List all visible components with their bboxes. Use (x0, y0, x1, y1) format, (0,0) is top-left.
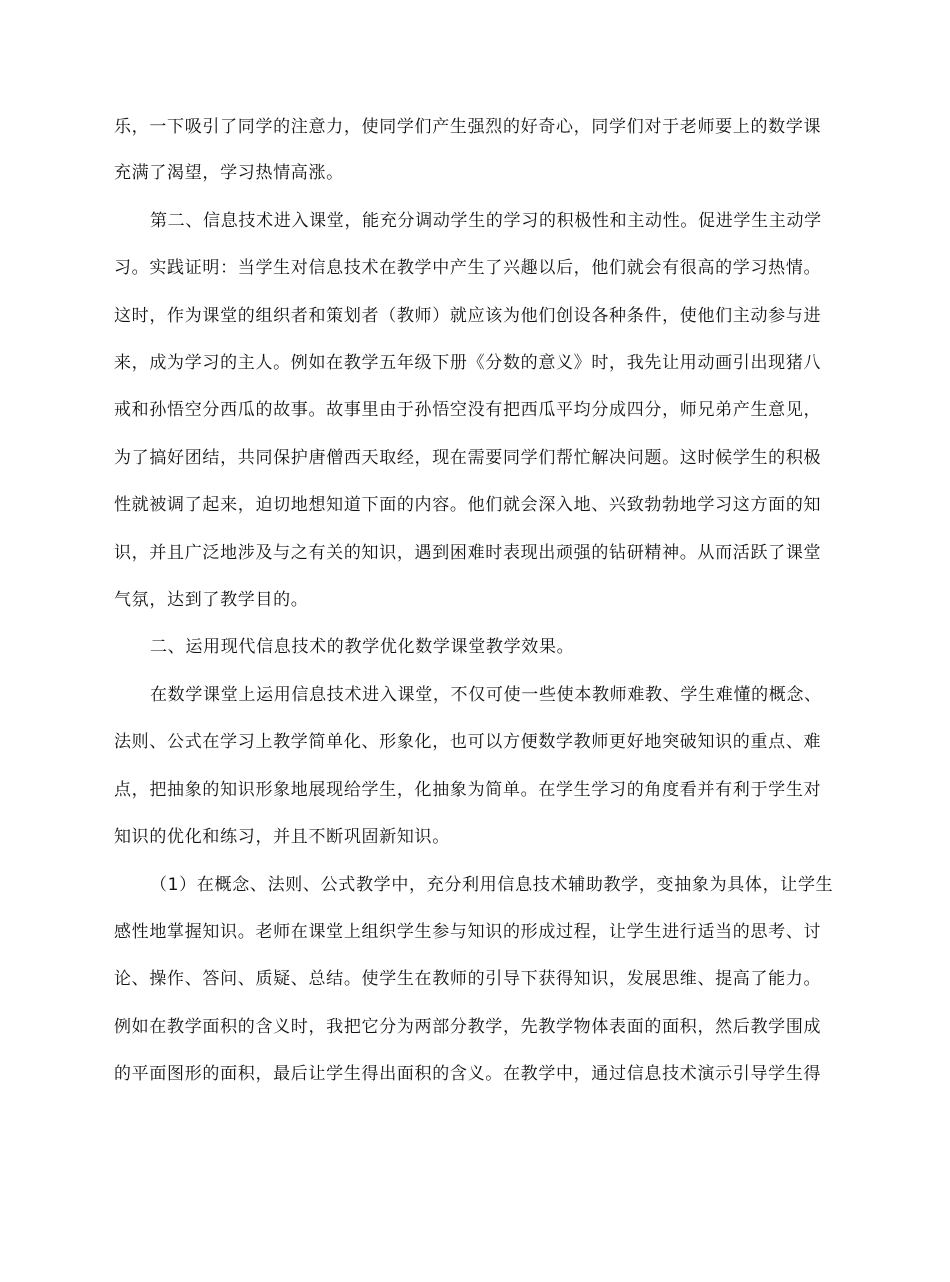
text-line: 识，并且广泛地涉及与之有关的知识，遇到困难时表现出顽强的钻研精神。从而活跃了课堂 (114, 543, 822, 563)
text-line: 性就被调了起来，迫切地想知道下面的内容。他们就会深入地、兴致勃勃地学习这方面的知 (114, 495, 822, 515)
text-line: 习。实践证明：当学生对信息技术在教学中产生了兴趣以后，他们就会有很高的学习热情。 (114, 258, 822, 278)
text-line: 论、操作、答问、质疑、总结。使学生在教师的引导下获得知识，发展思维、提高了能力。 (114, 969, 822, 989)
text-line: 乐，一下吸引了同学的注意力，使同学们产生强烈的好奇心，同学们对于老师要上的数学课 (114, 117, 822, 137)
text-line: 戒和孙悟空分西瓜的故事。故事里由于孙悟空没有把西瓜平均分成四分，师兄弟产生意见， (114, 400, 822, 420)
text-line: 充满了渴望，学习热情高涨。 (114, 163, 344, 183)
paragraph-first-line: 第二、信息技术进入课堂，能充分调动学生的学习的积极性和主动性。促进学生主动学 (150, 211, 822, 231)
text-line: 为了搞好团结，共同保护唐僧西天取经，现在需要同学们帮忙解决问题。这时候学生的积极 (114, 448, 822, 468)
paragraph-first-line: 在数学课堂上运用信息技术进入课堂，不仅可使一些使本教师难教、学生难懂的概念、 (150, 685, 822, 705)
text-line: 法则、公式在学习上教学简单化、形象化，也可以方便数学教师更好地突破知识的重点、难 (114, 732, 822, 752)
text-line: 例如在教学面积的含义时，我把它分为两部分教学，先教学物体表面的面积，然后教学围成 (114, 1017, 822, 1037)
paragraph-first-line: （1）在概念、法则、公式教学中，充分利用信息技术辅助教学，变抽象为具体，让学生 (150, 875, 834, 895)
text-line: 点，把抽象的知识形象地展现给学生，化抽象为简单。在学生学习的角度看并有利于学生对 (114, 780, 822, 800)
text-line: 感性地掌握知识。老师在课堂上组织学生参与知识的形成过程，让学生进行适当的思考、讨 (114, 922, 822, 942)
text-line: 气氛，达到了教学目的。 (114, 590, 309, 610)
text-line: 知识的优化和练习，并且不断巩固新知识。 (114, 827, 450, 847)
section-heading: 二、运用现代信息技术的教学优化数学课堂教学效果。 (150, 637, 575, 657)
text-line: 来，成为学习的主人。例如在教学五年级下册《分数的意义》时，我先让用动画引出现猪八 (114, 353, 822, 373)
text-line: 的平面图形的面积，最后让学生得出面积的含义。在教学中，通过信息技术演示引导学生得 (114, 1064, 822, 1084)
text-line: 这时，作为课堂的组织者和策划者（教师）就应该为他们创设各种条件，使他们主动参与进 (114, 306, 822, 326)
